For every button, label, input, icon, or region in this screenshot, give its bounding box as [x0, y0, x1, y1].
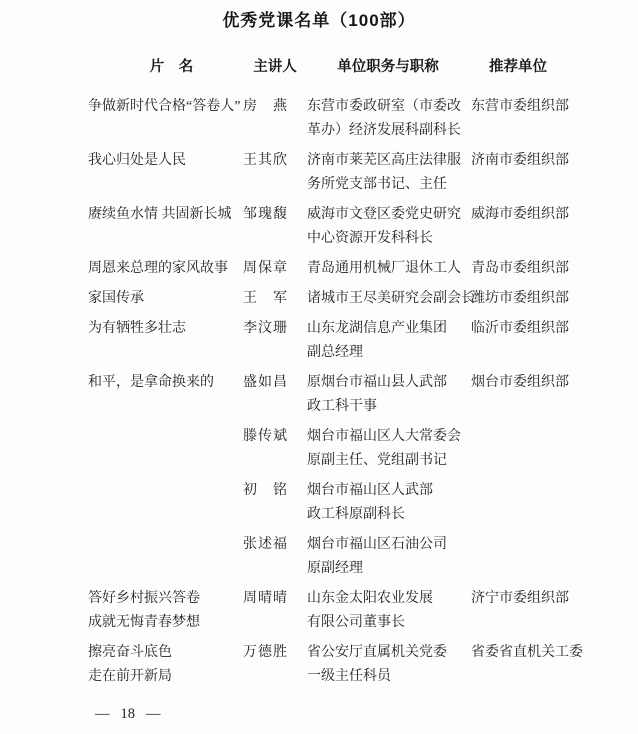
- recommending-unit-cell: 东营市委组织部: [471, 99, 569, 114]
- speaker-name-cell: 万德胜: [243, 645, 288, 660]
- page-title: 优秀党课名单（100部）: [222, 11, 416, 30]
- speaker-name-cell: 滕传斌: [243, 429, 288, 444]
- speaker-name-cell: 周晴晴: [243, 591, 288, 606]
- table-row: [88, 149, 612, 197]
- unit-position-cell: 东营市委政研室（市委改 革办）经济发展科副科长: [307, 99, 461, 138]
- table-body: [88, 95, 612, 689]
- speaker-name-cell: 盛如昌: [243, 375, 288, 390]
- speaker-name-cell: 李汶珊: [243, 321, 288, 336]
- unit-position-cell: 威海市文登区委党史研究 中心资源开发科科长: [307, 207, 461, 246]
- table-header-row: [88, 55, 612, 79]
- page-footer: [95, 703, 638, 725]
- film-title-cell: 争做新时代合格“答卷人”: [88, 99, 241, 114]
- footer-left-dash: —: [95, 706, 110, 722]
- table-row: [88, 587, 612, 635]
- film-title-cell: 擦亮奋斗底色 走在前开新局: [88, 645, 172, 684]
- film-title-cell: 我心归处是人民: [88, 153, 186, 168]
- table-row: [88, 479, 612, 527]
- unit-position-cell: 济南市莱芜区高庄法律服 务所党支部书记、主任: [307, 153, 461, 192]
- footer-right-dash: —: [146, 706, 161, 722]
- table-row: [88, 257, 612, 281]
- film-title-cell: 赓续鱼水情 共固新长城: [88, 207, 232, 222]
- speaker-name-cell: 房 燕: [243, 99, 288, 114]
- unit-position-cell: 烟台市福山区人大常委会 原副主任、党组副书记: [307, 429, 461, 468]
- column-header-unit-position: 单位职务与职称: [337, 59, 439, 75]
- recommending-unit-cell: 威海市委组织部: [471, 207, 569, 222]
- unit-position-cell: 省公安厅直属机关党委 一级主任科员: [307, 645, 447, 684]
- column-header-recommending-unit: 推荐单位: [489, 59, 547, 75]
- unit-position-cell: 山东金太阳农业发展 有限公司董事长: [307, 591, 433, 630]
- table-row: [88, 287, 612, 311]
- unit-position-cell: 青岛通用机械厂退休工人: [307, 261, 461, 276]
- footer-page-number: 18: [120, 706, 135, 722]
- recommending-unit-cell: 济宁市委组织部: [471, 591, 569, 606]
- speaker-name-cell: 张述福: [243, 537, 288, 552]
- speaker-name-cell: 周保章: [243, 261, 288, 276]
- table-row: [88, 317, 612, 365]
- recommending-unit-cell: 临沂市委组织部: [471, 321, 569, 336]
- film-title-cell: 和平，是拿命换来的: [88, 375, 214, 390]
- column-header-film-title: 片 名: [149, 59, 194, 75]
- table-row: [88, 371, 612, 419]
- recommending-unit-cell: [469, 479, 612, 480]
- table-row: [88, 533, 612, 581]
- table-row: [88, 95, 612, 143]
- recommending-unit-cell: [469, 533, 612, 534]
- film-title-cell: 答好乡村振兴答卷 成就无悔青春梦想: [88, 591, 200, 630]
- unit-position-cell: 烟台市福山区石油公司 原副经理: [307, 537, 447, 576]
- recommending-unit-cell: 济南市委组织部: [471, 153, 569, 168]
- film-title-cell: [88, 533, 243, 534]
- unit-position-cell: 山东龙湖信息产业集团 副总经理: [307, 321, 447, 360]
- speaker-name-cell: 王其欣: [243, 153, 288, 168]
- recommending-unit-cell: 烟台市委组织部: [471, 375, 569, 390]
- speaker-name-cell: 邹瑰馥: [243, 207, 288, 222]
- unit-position-cell: 原烟台市福山县人武部 政工科干事: [307, 375, 447, 414]
- unit-position-cell: 烟台市福山区人武部 政工科原副科长: [307, 483, 433, 522]
- unit-position-cell: 诸城市王尽美研究会副会长: [307, 291, 475, 306]
- film-title-cell: 为有牺牲多壮志: [88, 321, 186, 336]
- film-title-cell: 周恩来总理的家风故事: [88, 261, 228, 276]
- column-header-speaker: 主讲人: [253, 59, 297, 75]
- party-lecture-table: [88, 55, 612, 689]
- film-title-cell: [88, 425, 243, 426]
- film-title-cell: 家国传承: [88, 291, 144, 306]
- table-row: [88, 425, 612, 473]
- film-title-cell: [88, 479, 243, 480]
- table-row: [88, 203, 612, 251]
- recommending-unit-cell: 潍坊市委组织部: [471, 291, 569, 306]
- speaker-name-cell: 初 铭: [243, 483, 288, 498]
- recommending-unit-cell: 青岛市委组织部: [471, 261, 569, 276]
- speaker-name-cell: 王 军: [243, 291, 288, 306]
- recommending-unit-cell: [469, 425, 612, 426]
- table-row: [88, 641, 612, 689]
- recommending-unit-cell: 省委省直机关工委: [471, 645, 583, 660]
